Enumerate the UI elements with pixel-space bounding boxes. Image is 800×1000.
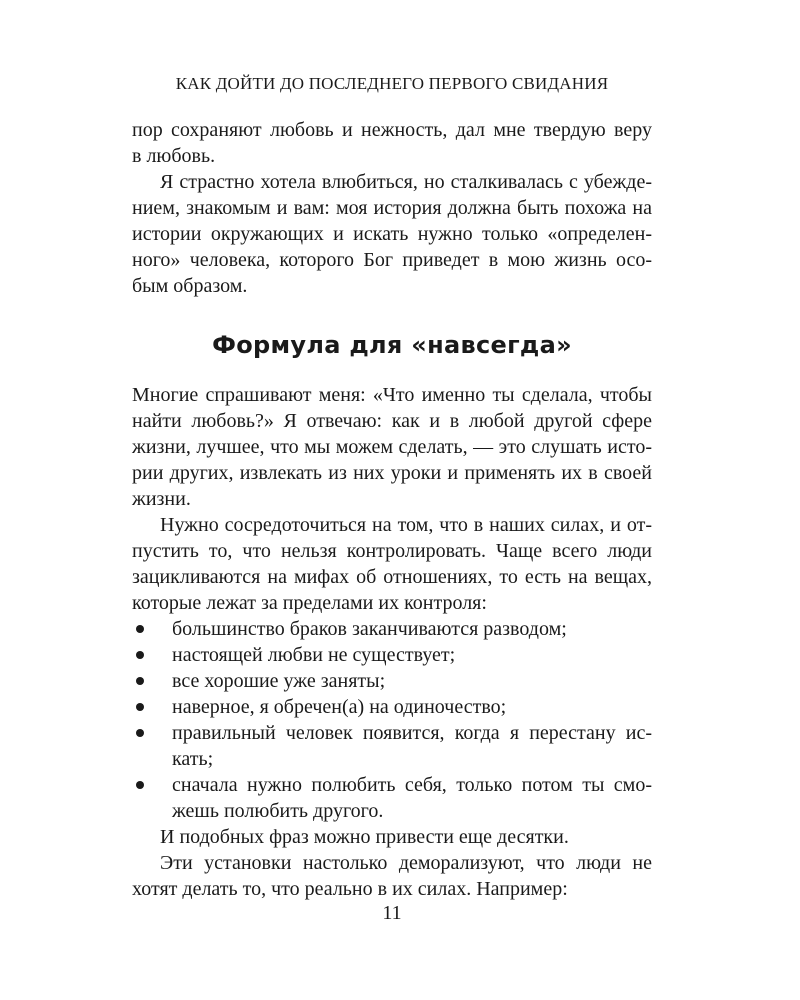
page-number: 11 [382,902,402,924]
text-line: которые лежат за пределами их контроля: [132,592,487,614]
list-item-text: все хорошие уже заняты; [172,670,386,692]
text-line: Нужно сосредоточиться на том, что в наших силах, и от- [160,514,652,536]
list-item [132,720,652,746]
list-item-text: правильный человек появится, когда я перестану ис- [172,722,652,744]
list-item-text: сначала нужно полюбить себя, только потом ты смо- [172,774,652,796]
text-line: пустить то, что нельзя контролировать. Чаще всего люди [132,540,652,562]
text-line: ного» человека, которого Бог приведет в мою жизнь осо- [132,249,652,271]
text-line: жизни, лучшее, что мы можем сделать, — это слушать исто- [132,436,652,458]
text-line: в любовь. [132,145,216,167]
text-line: зацикливаются на мифах об отношениях, то есть на вещах, [132,566,652,588]
list-item-text: настоящей любви не существует; [172,644,456,666]
list-item-continuation: жешь полюбить другого. [172,800,384,822]
list-item [132,668,652,694]
list-item [132,616,652,642]
list-item-continuation: кать; [172,748,214,770]
list-item [132,772,652,798]
text-line: рии других, извлекать из них уроки и применять их в своей [132,462,652,484]
list-item-text: большинство браков заканчиваются разводом; [172,618,567,640]
running-head: КАК ДОЙТИ ДО ПОСЛЕДНЕГО ПЕРВОГО СВИДАНИЯ [175,74,609,93]
text-line: истории окружающих и искать нужно только «определен- [132,223,652,245]
text-line: Многие спрашивают меня: «Что именно ты сделала, чтобы [132,384,652,406]
text-line: найти любовь?» Я отвечаю: как и в любой другой сфере [132,410,652,432]
list-item [132,694,652,720]
text-line: бым образом. [132,275,248,297]
text-line: жизни. [132,488,191,510]
text-line: хотят делать то, что реально в их силах. Например: [132,878,568,900]
list-item [132,642,652,668]
text-line: пор сохраняют любовь и нежность, дал мне твердую веру [132,119,652,141]
text-line: И подобных фраз можно привести еще десятки. [160,826,569,848]
text-line: Я страстно хотела влюбиться, но сталкивалась с убежде- [160,171,652,193]
list-item-text: наверное, я обречен(а) на одиночество; [172,696,507,718]
text-line: нием, знакомым и вам: моя история должна быть похожа на [132,197,652,219]
text-line: Эти установки настолько деморализуют, что люди не [160,852,652,874]
section-heading: Формула для «навсегда» [212,331,572,359]
